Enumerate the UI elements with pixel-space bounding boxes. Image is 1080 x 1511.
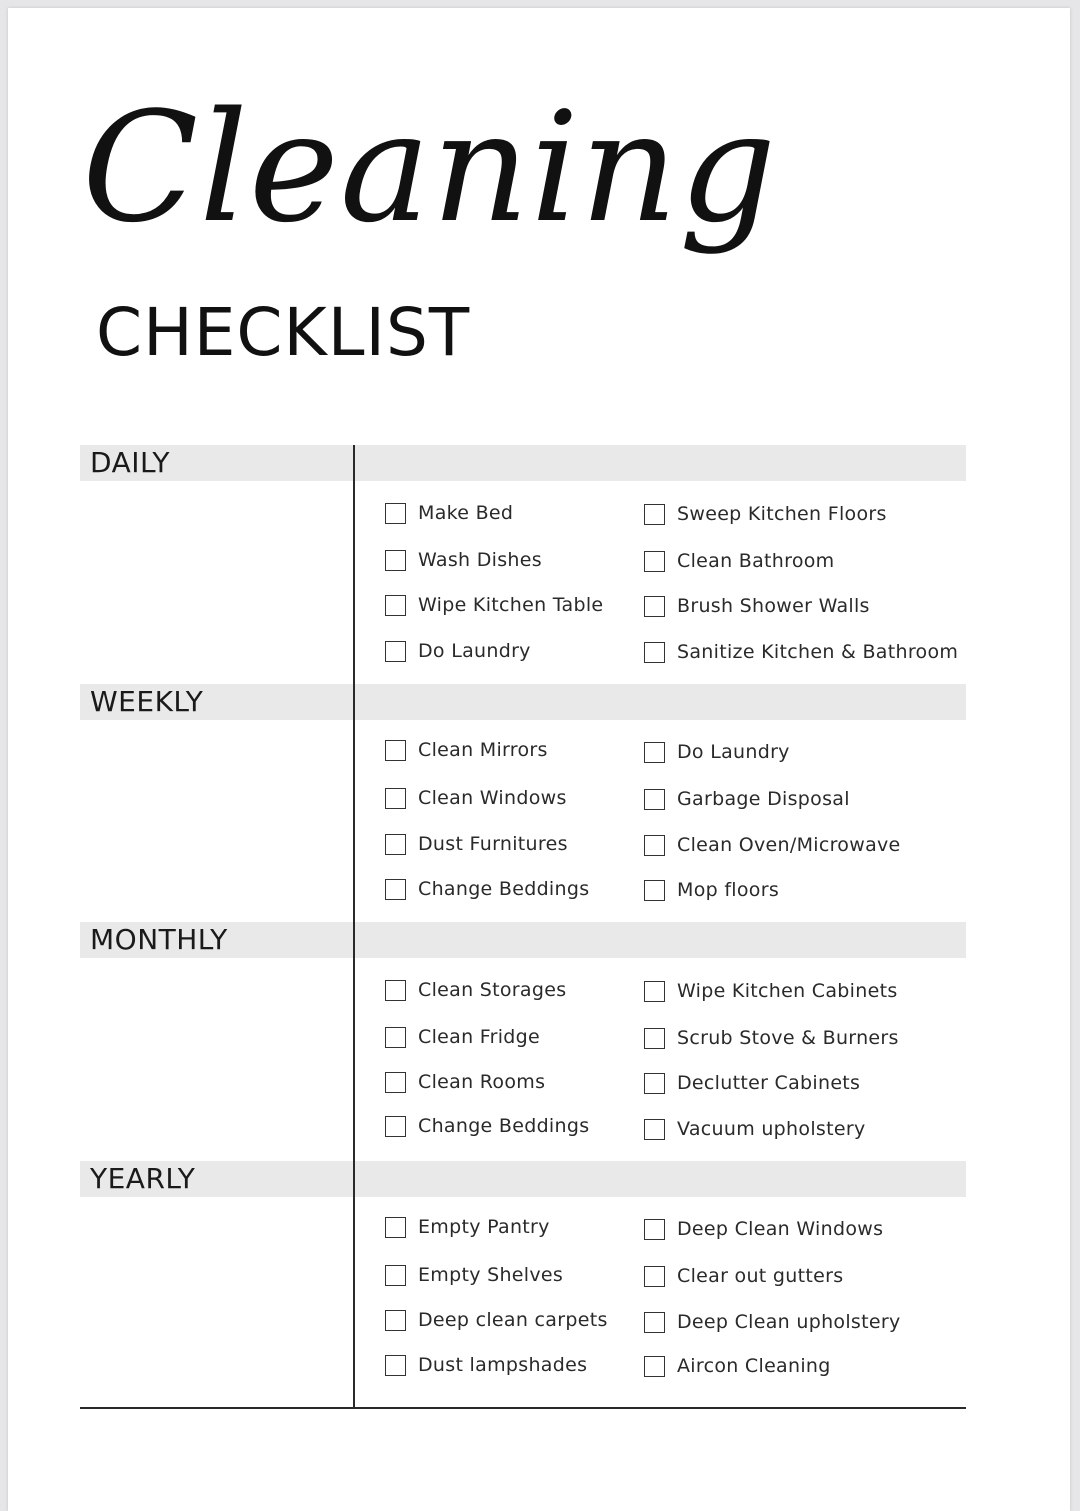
checklist-item-label: Aircon Cleaning xyxy=(677,1355,831,1377)
checkbox[interactable] xyxy=(385,595,406,616)
checklist-item-label: Empty Shelves xyxy=(418,1264,564,1286)
checkbox[interactable] xyxy=(644,1266,665,1287)
checklist-item[interactable] xyxy=(644,979,898,1003)
checklist-item[interactable] xyxy=(385,978,566,1002)
checkbox[interactable] xyxy=(385,1116,406,1137)
checklist-item[interactable] xyxy=(644,787,850,811)
checkbox[interactable] xyxy=(644,504,665,525)
section-header-monthly xyxy=(80,922,966,958)
page-title: Cleaning xyxy=(82,79,778,256)
checklist-item-label: Sanitize Kitchen & Bathroom xyxy=(677,641,959,663)
checkbox[interactable] xyxy=(644,880,665,901)
checklist-item[interactable] xyxy=(385,786,567,810)
checklist-item[interactable] xyxy=(385,501,513,525)
section-header-daily xyxy=(80,445,966,481)
checkbox[interactable] xyxy=(385,1027,406,1048)
checkbox[interactable] xyxy=(385,503,406,524)
checkbox[interactable] xyxy=(385,834,406,855)
checklist-item-label: Make Bed xyxy=(418,502,514,524)
checklist-item[interactable] xyxy=(644,1310,901,1334)
checkbox[interactable] xyxy=(385,879,406,900)
checklist-item[interactable] xyxy=(385,1308,608,1332)
checklist-item-label: Clean Storages xyxy=(418,979,567,1001)
section-label: WEEKLY xyxy=(90,685,204,718)
checklist-item[interactable] xyxy=(385,877,589,901)
checklist-item[interactable] xyxy=(644,1354,831,1378)
checklist-item[interactable] xyxy=(644,833,901,857)
checklist-item[interactable] xyxy=(385,1114,589,1138)
checklist-item[interactable] xyxy=(644,1026,899,1050)
checklist-item-label: Mop floors xyxy=(677,879,780,901)
checklist-item-label: Garbage Disposal xyxy=(677,788,850,810)
checklist-item-label: Deep clean carpets xyxy=(418,1309,608,1331)
checklist-item[interactable] xyxy=(385,1263,563,1287)
checklist-item-label: Clean Oven/Microwave xyxy=(677,834,901,856)
checklist-item-label: Wipe Kitchen Table xyxy=(418,594,604,616)
checklist-item-label: Clear out gutters xyxy=(677,1265,844,1287)
checklist-item-label: Change Beddings xyxy=(418,1115,590,1137)
page-subtitle: CHECKLIST xyxy=(96,294,471,371)
checklist-item[interactable] xyxy=(644,1217,883,1241)
checklist-item-label: Brush Shower Walls xyxy=(677,595,870,617)
checklist-item-label: Wipe Kitchen Cabinets xyxy=(677,980,898,1002)
checklist-item-label: Clean Fridge xyxy=(418,1026,541,1048)
checklist-item-label: Deep Clean Windows xyxy=(677,1218,884,1240)
checkbox[interactable] xyxy=(385,1217,406,1238)
checklist-item-label: Declutter Cabinets xyxy=(677,1072,861,1094)
section-header-weekly xyxy=(80,684,966,720)
checklist-item[interactable] xyxy=(644,1264,843,1288)
checklist-item[interactable] xyxy=(644,549,834,573)
checkbox[interactable] xyxy=(644,742,665,763)
checklist-item[interactable] xyxy=(385,832,568,856)
checkbox[interactable] xyxy=(644,642,665,663)
bottom-rule xyxy=(80,1407,966,1409)
checklist-item-label: Deep Clean upholstery xyxy=(677,1311,901,1333)
checklist-item-label: Dust lampshades xyxy=(418,1354,588,1376)
checkbox[interactable] xyxy=(644,1119,665,1140)
checklist-item[interactable] xyxy=(385,1070,545,1094)
checkbox[interactable] xyxy=(385,980,406,1001)
checkbox[interactable] xyxy=(385,641,406,662)
section-label: YEARLY xyxy=(90,1162,196,1195)
checklist-item[interactable] xyxy=(644,502,887,526)
checklist-item-label: Clean Bathroom xyxy=(677,550,835,572)
checklist-item-label: Do Laundry xyxy=(418,640,531,662)
checklist-item-label: Sweep Kitchen Floors xyxy=(677,503,887,525)
checkbox[interactable] xyxy=(644,789,665,810)
checklist-item-label: Change Beddings xyxy=(418,878,590,900)
checklist-item[interactable] xyxy=(644,594,870,618)
checkbox[interactable] xyxy=(644,596,665,617)
checkbox[interactable] xyxy=(644,1028,665,1049)
checklist-item[interactable] xyxy=(644,640,958,664)
checklist-item-label: Clean Windows xyxy=(418,787,567,809)
checkbox[interactable] xyxy=(644,551,665,572)
checkbox[interactable] xyxy=(385,740,406,761)
checklist-item-label: Empty Pantry xyxy=(418,1216,550,1238)
checkbox[interactable] xyxy=(385,1355,406,1376)
checkbox[interactable] xyxy=(385,550,406,571)
checklist-item-label: Scrub Stove & Burners xyxy=(677,1027,899,1049)
checkbox[interactable] xyxy=(644,835,665,856)
checklist-item-label: Wash Dishes xyxy=(418,549,542,571)
checkbox[interactable] xyxy=(385,1310,406,1331)
checklist-item[interactable] xyxy=(385,738,548,762)
section-header-yearly xyxy=(80,1161,966,1197)
checklist-item-label: Dust Furnitures xyxy=(418,833,568,855)
checkbox[interactable] xyxy=(644,1356,665,1377)
checklist-item-label: Do Laundry xyxy=(677,741,790,763)
checkbox[interactable] xyxy=(644,1312,665,1333)
section-label: MONTHLY xyxy=(90,923,228,956)
checklist-item[interactable] xyxy=(644,740,790,764)
checklist-item[interactable] xyxy=(385,593,603,617)
checklist-item[interactable] xyxy=(644,878,779,902)
checklist-item-label: Clean Rooms xyxy=(418,1071,546,1093)
checklist-item[interactable] xyxy=(385,639,531,663)
checkbox[interactable] xyxy=(644,1219,665,1240)
checklist-item[interactable] xyxy=(644,1071,860,1095)
checklist-item[interactable] xyxy=(385,1215,550,1239)
checklist-item[interactable] xyxy=(385,548,542,572)
checklist-item[interactable] xyxy=(644,1117,866,1141)
checklist-item[interactable] xyxy=(385,1025,540,1049)
checklist-item-label: Clean Mirrors xyxy=(418,739,548,761)
section-label: DAILY xyxy=(90,446,170,479)
checklist-item-label: Vacuum upholstery xyxy=(677,1118,866,1140)
checkbox[interactable] xyxy=(385,1072,406,1093)
column-divider xyxy=(353,445,355,1409)
checkbox[interactable] xyxy=(385,788,406,809)
checklist-item[interactable] xyxy=(385,1353,587,1377)
checkbox[interactable] xyxy=(644,981,665,1002)
checkbox[interactable] xyxy=(644,1073,665,1094)
checkbox[interactable] xyxy=(385,1265,406,1286)
